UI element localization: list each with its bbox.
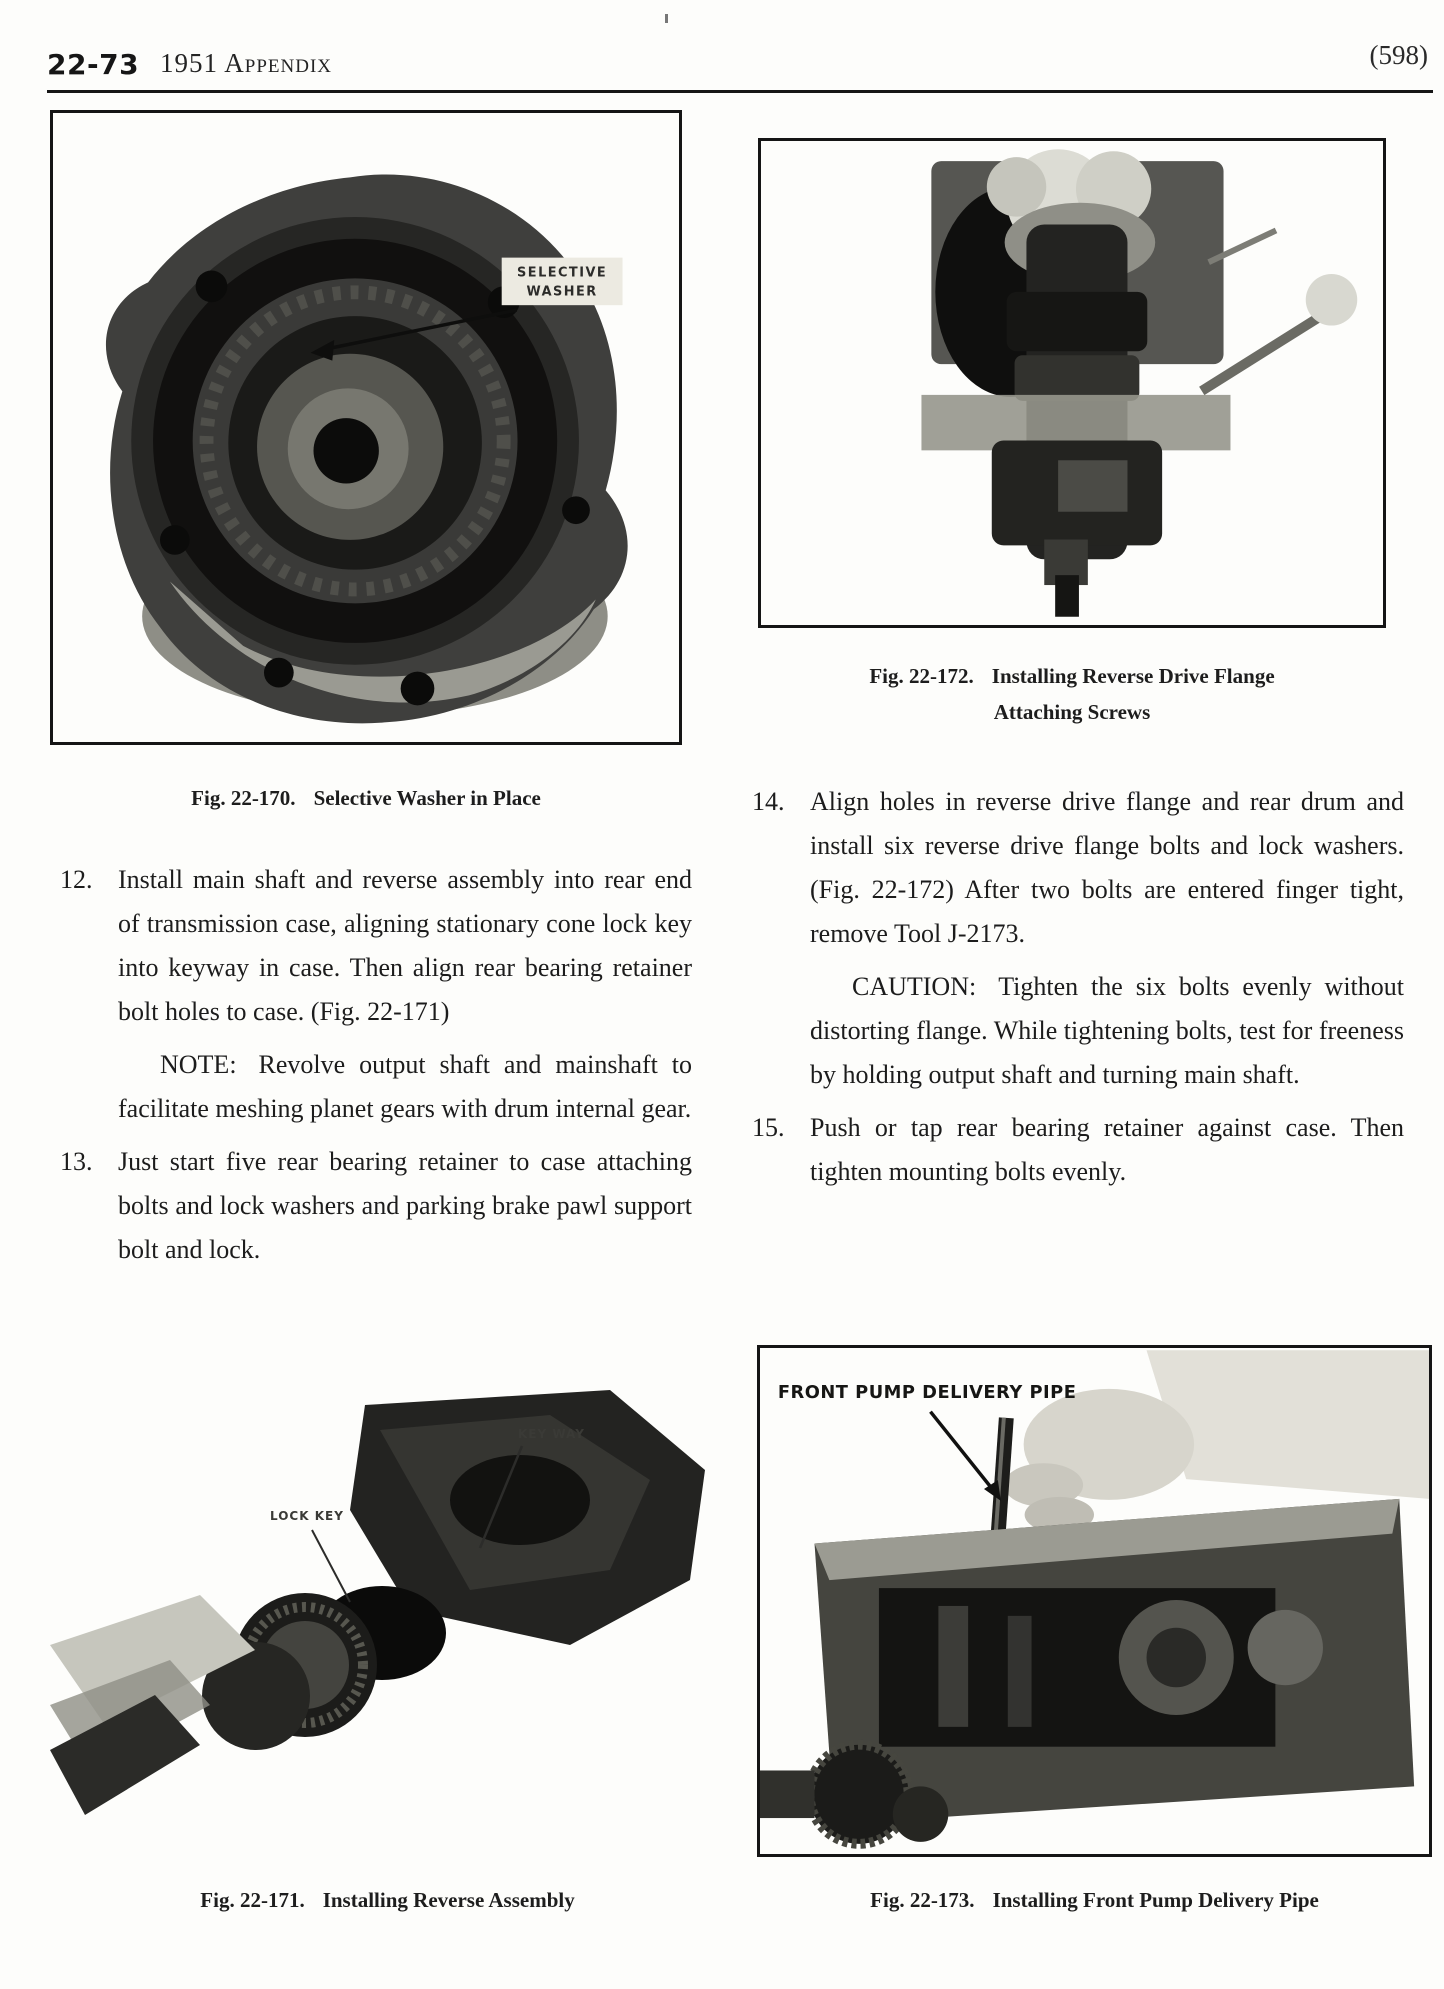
step-text: Push or tap rear bearing retainer against case. Then tighten mounting bolts evenly. <box>810 1113 1404 1186</box>
step-number: 12. <box>60 865 93 894</box>
selective-washer-callout-line2: WASHER <box>526 284 598 300</box>
figure-title: Installing Reverse Drive Flange Attaching Screws <box>991 664 1275 724</box>
figure-number: Fig. 22-172. <box>869 664 974 688</box>
figure-22-173-caption <box>757 1882 1432 1918</box>
note-label: NOTE: <box>160 1050 237 1079</box>
bolt-hole <box>196 271 228 303</box>
right-text-column <box>752 780 1404 1203</box>
center-bore <box>314 418 379 483</box>
header-title: 1951 Appendix <box>160 48 332 78</box>
figure-22-170-caption <box>50 780 682 816</box>
bolt-hole <box>264 658 294 688</box>
caution-text: Tighten the six bolts evenly without distorting flange. While tightening bolts, test for freeness by holding output shaft and turning main shaft. <box>810 972 1404 1089</box>
step-13 <box>60 1140 692 1272</box>
figure-title: Installing Front Pump Delivery Pipe <box>992 1888 1319 1912</box>
header-rule <box>47 90 1433 93</box>
drum-band <box>1007 292 1148 351</box>
reverse-assembly-photo <box>50 1350 725 1855</box>
lock-key-callout: LOCK KEY <box>270 1509 344 1523</box>
reverse-drive-flange-photo <box>761 141 1383 625</box>
figure-22-170-frame <box>50 110 682 745</box>
step-number: 14. <box>752 787 785 816</box>
gear-cluster-face <box>1058 460 1127 512</box>
bore <box>1248 1610 1323 1685</box>
bolt-hole <box>401 672 435 706</box>
step-text: Just start five rear bearing retainer to case attaching bolts and lock washers and parking brake pawl support bolt and lock. <box>118 1147 692 1264</box>
key-way-callout: KEY WAY <box>518 1427 585 1441</box>
step-14 <box>752 780 1404 956</box>
figure-22-171-area <box>50 1350 725 1855</box>
step-number: 13. <box>60 1147 93 1176</box>
figure-number: Fig. 22-170. <box>191 786 296 810</box>
front-pump-pipe-photo <box>760 1348 1429 1854</box>
left-text-column <box>60 858 692 1281</box>
shaft <box>760 1770 815 1818</box>
caption-wrap <box>832 658 1312 730</box>
caution-paragraph <box>752 965 1404 1097</box>
drum-band <box>1015 355 1140 401</box>
step-text: Install main shaft and reverse assembly into rear end of transmission case, aligning stationary cone lock key into keyway in case. Then align rear bearing retainer bolt holes to case. (Fig. 22-171) <box>118 865 692 1026</box>
tool-end <box>1306 274 1358 326</box>
step-text: Align holes in reverse drive flange and rear drum and install six reverse drive flange bolts and lock washers. (Fig. 22-172) After two bolts are entered finger tight, remove Tool J-2173. <box>810 787 1404 948</box>
case-rib <box>1008 1616 1032 1727</box>
case-opening <box>450 1455 590 1545</box>
selective-washer-photo <box>53 113 679 742</box>
front-pump-pipe-callout: FRONT PUMP DELIVERY PIPE <box>777 1381 1077 1403</box>
header-section-number: 22-73 <box>47 48 140 81</box>
bolt-hole <box>160 525 190 555</box>
step-15 <box>752 1106 1404 1194</box>
figure-number: Fig. 22-171. <box>200 1888 305 1912</box>
figure-22-173-frame <box>757 1345 1432 1857</box>
header-page-number: (598) <box>1369 40 1428 70</box>
callout-leader-line <box>312 1530 350 1602</box>
output-shaft-splines <box>1055 575 1079 617</box>
bearing <box>893 1786 949 1842</box>
note-paragraph <box>60 1043 692 1131</box>
figure-title: Selective Washer in Place <box>313 786 541 810</box>
scan-speck <box>665 14 668 23</box>
step-number: 15. <box>752 1113 785 1142</box>
selective-washer-callout-line1: SELECTIVE <box>517 265 608 281</box>
bolt-hole <box>562 496 590 524</box>
callout-arrow-line <box>930 1412 993 1491</box>
sleeve <box>1147 1350 1429 1499</box>
note-text: Revolve output shaft and mainshaft to facilitate meshing planet gears with drum internal gear. <box>118 1050 692 1123</box>
case-rib <box>938 1606 968 1727</box>
figure-number: Fig. 22-173. <box>870 1888 975 1912</box>
figure-22-172-frame <box>758 138 1386 628</box>
caution-label: CAUTION: <box>852 972 977 1001</box>
step-12 <box>60 858 692 1034</box>
figure-title: Installing Reverse Assembly <box>322 1888 575 1912</box>
rag <box>987 157 1046 216</box>
servo-bore-inner <box>1147 1628 1206 1687</box>
figure-22-171-caption <box>50 1882 725 1918</box>
figure-22-172-caption <box>758 658 1386 730</box>
